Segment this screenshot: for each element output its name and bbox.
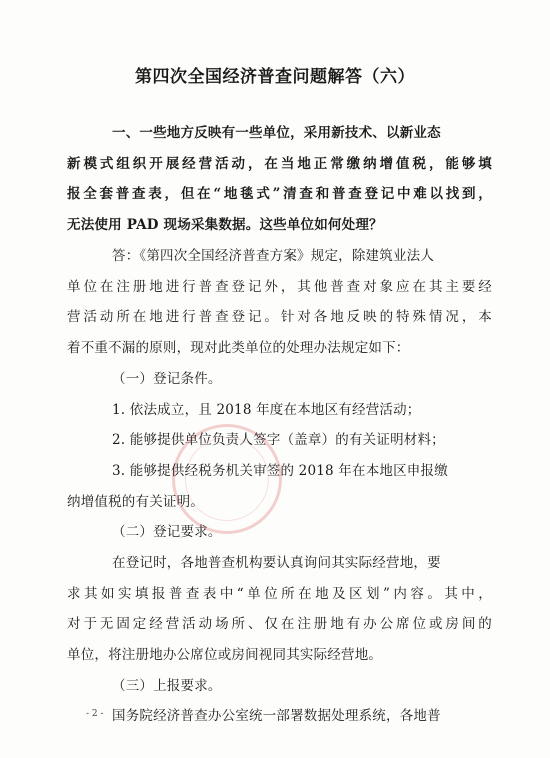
condition-item-3: 3. 能够提供经税务机关审签的 2018 年在本地区申报缴 [112,463,448,479]
question-line-2: 新模式组织开展经营活动，在当地正常缴纳增值税，能够填 [67,156,492,172]
answer-line-1: 答：《第四次全国经济普查方案》规定，除建筑业法人 [112,248,435,264]
page-number: - 2 - [86,709,104,719]
answer-line-2: 单位在注册地进行普查登记外，其他普查对象应在其主要经 [67,279,492,295]
document-title: 第四次全国经济普查问题解答（六） [135,67,415,87]
condition-item-1: 1. 依法成立，且 2018 年度在本地区有经营活动； [112,402,421,418]
answer-line-4: 着不重不漏的原则，现对此类单位的处理办法规定如下： [67,340,410,356]
question-line-1: 一、一些地方反映有一些单位，采用新技术、以新业态 [112,125,441,141]
reporting-line-1: 国务院经济普查办公室统一部署数据处理系统，各地普 [112,708,441,724]
requirement-line-1: 在登记时，各地普查机构要认真询问其实际经营地，要 [112,555,441,571]
condition-item-3-continued: 纳增值税的有关证明。 [67,494,204,510]
section-heading-3: （三）上报要求。 [112,678,222,694]
requirement-line-3: 对于无固定经营活动场所、仅在注册地有办公席位或房间的 [67,616,492,632]
section-heading-2: （二）登记要求。 [112,524,222,540]
condition-item-2: 2. 能够提供单位负责人签字（盖章）的有关证明材料； [112,432,445,448]
question-line-3: 报全套普查表，但在“地毯式”清查和普查登记中难以找到， [67,186,492,202]
answer-line-3: 营活动所在地进行普查登记。针对各地反映的特殊情况，本 [67,309,492,325]
question-line-4: 无法使用 PAD 现场采集数据。这些单位如何处理？ [67,217,383,233]
requirement-line-4: 单位，将注册地办公席位或房间视同其实际经营地。 [67,647,383,663]
requirement-line-2: 求其如实填报普查表中“单位所在地及区划”内容。其中， [67,586,492,602]
section-heading-1: （一）登记条件。 [112,371,222,387]
